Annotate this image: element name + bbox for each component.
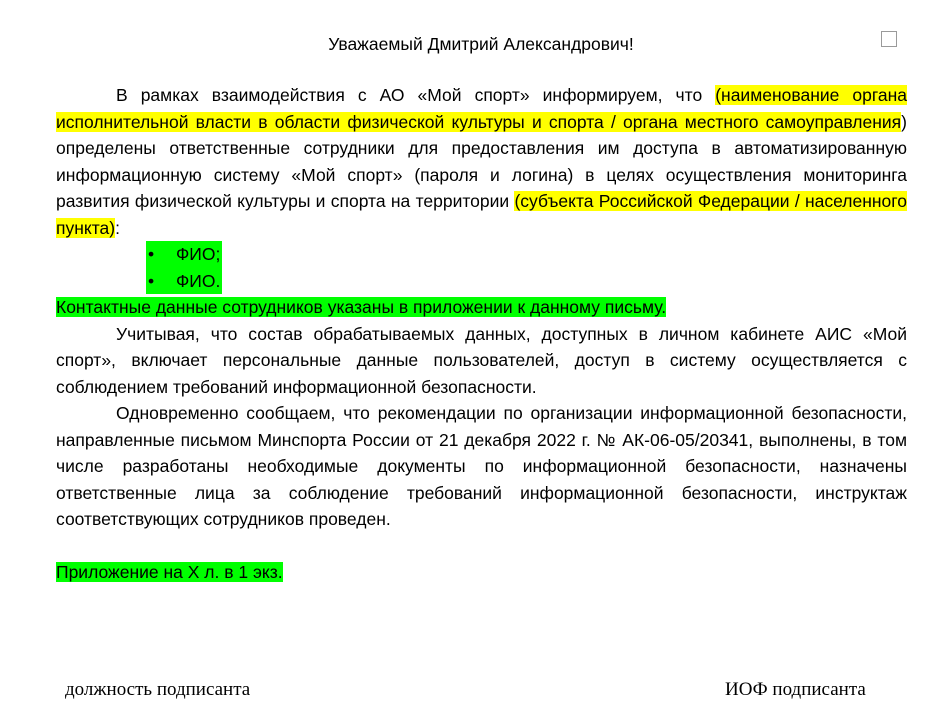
paragraph-intro	[56, 82, 907, 241]
attachment-text: Приложение на Х л. в 1 экз.	[56, 562, 283, 582]
bullet-icon: •	[148, 244, 155, 264]
highlight-territory: (субъекта Российской Федерации / населенного пункта)	[56, 191, 907, 238]
letter-body	[56, 82, 907, 586]
contacts-note-text: Контактные данные сотрудников указаны в приложении к данному письму.	[56, 297, 667, 317]
intro-text-c: :	[115, 217, 120, 238]
attachment-line	[56, 559, 907, 586]
greeting: Уважаемый Дмитрий Александрович!	[328, 34, 634, 54]
intro-text-b: ) определены ответственные сотрудники для предоставления им доступа в автоматизированную информационную систему «Мой спорт» (пароля и логина) в целях осуществления мониторинга развития физической культуры и спорта на территории	[56, 111, 907, 211]
signer-position: должность подписанта	[65, 679, 251, 700]
spacer	[56, 533, 907, 560]
intro-text-a: В рамках взаимодействия с АО «Мой спорт» информируем, что	[116, 85, 716, 105]
bullet-icon: •	[148, 270, 155, 291]
fio-text: ФИО.	[176, 270, 221, 291]
paragraph-recommendations: Одновременно сообщаем, что рекомендации по организации информационной безопасности, направленные письмом Минспорта России от 21 декабря 2022 г. № АК-06-05/20341, выполнены, в том числе разработаны необходимые документы по информационной безопасности, назначены ответственные лица за соблюдение требований информационной безопасности, инструктаж соответствующих сотрудников проведен.	[56, 403, 907, 529]
list-item	[146, 241, 907, 268]
highlight-organ: (наименование органа исполнительной власти в области физической культуры и спорта / органа местного самоуправления	[56, 85, 907, 132]
signer-name: ИОФ подписанта	[725, 679, 866, 700]
contacts-note	[56, 294, 907, 321]
fio-list	[56, 241, 907, 294]
fio-text: ФИО;	[176, 244, 221, 264]
list-item	[146, 268, 907, 295]
paragraph-security: Учитывая, что состав обрабатываемых данных, доступных в личном кабинете АИС «Мой спорт», включает персональные данные пользователей, доступ в систему осуществляется с соблюдением требований информационной безопасности.	[56, 323, 907, 397]
